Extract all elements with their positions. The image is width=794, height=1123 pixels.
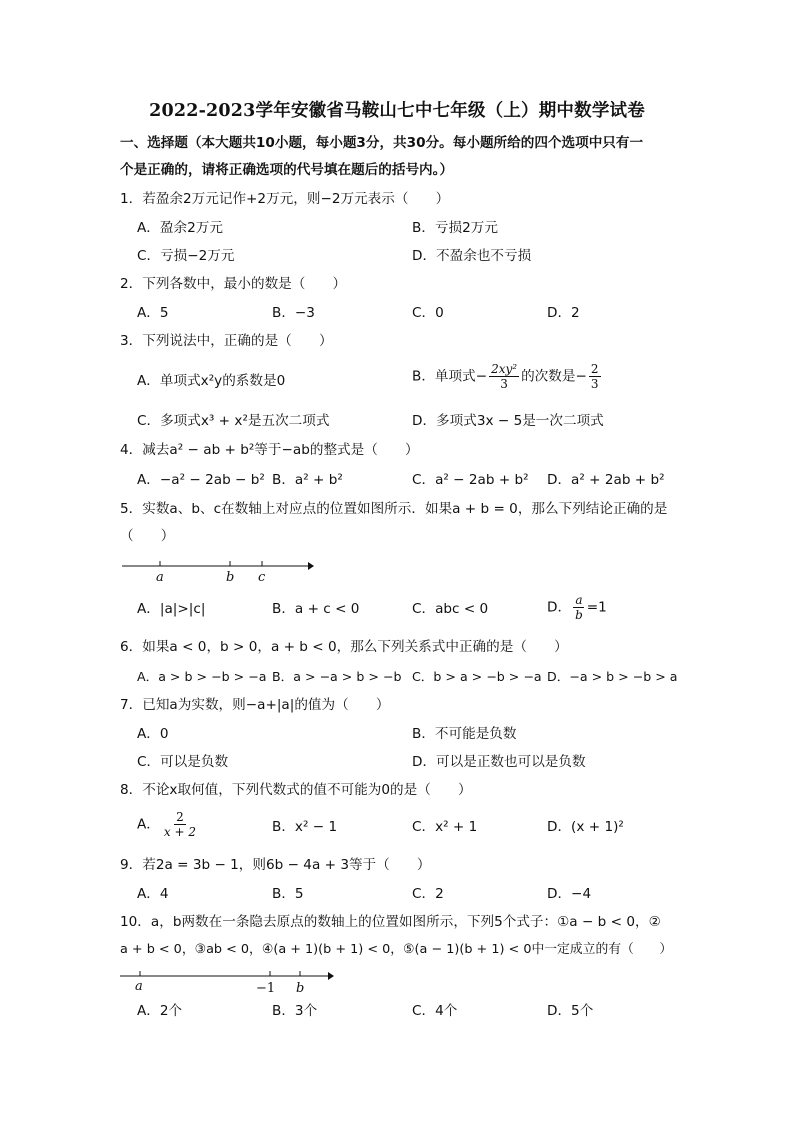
q7-option-b: B．不可能是负数 (412, 726, 517, 742)
q3-b-fraction-1 (489, 362, 519, 391)
q5-label-b: b (226, 570, 235, 585)
q9-option-c: C．2 (412, 886, 444, 902)
q6-option-a: A．a > b > −b > −a (137, 669, 267, 684)
q10-axis-arrow (328, 972, 334, 980)
q3-b-frac2-den: 3 (590, 377, 599, 391)
question-10-stem-2: a + b < 0，③ab < 0，④(a + 1)(b + 1) < 0，⑤(a − 1)(b + 1) < 0中一定成立的有（ ） (120, 942, 673, 957)
question-10-stem: 10．a，b两数在一条隐去原点的数轴上的位置如图所示，下列5个式子：①a − b < 0，② (120, 914, 661, 930)
q9-option-d: D．−4 (547, 886, 592, 902)
q1-option-c: C．亏损−2万元 (137, 248, 235, 264)
q5-d-fraction (573, 593, 585, 622)
q3-option-c: C．多项式x³ + x²是五次二项式 (137, 413, 330, 429)
q9-option-b: B．5 (272, 886, 304, 902)
q10-label-b: b (296, 981, 305, 996)
q3-option-b (412, 362, 603, 391)
question-5-stem-2: （ ） (120, 528, 175, 544)
q3-b-fraction-2 (589, 362, 601, 391)
q3-option-b-prefix: B．单项式− (412, 368, 488, 385)
q3-option-b-mid: 的次数是− (521, 368, 587, 385)
q10-option-a: A．2个 (137, 1003, 183, 1019)
q5-d-den: b (575, 608, 583, 622)
q3-b-frac1-den: 3 (500, 377, 508, 391)
q5-option-d (547, 593, 607, 622)
q6-option-d: D．−a > b > −b > a (547, 669, 678, 684)
question-9-stem: 9．若2a = 3b − 1，则6b − 4a + 3等于（ ） (120, 857, 431, 873)
q8-a-den: x + 2 (163, 825, 196, 839)
q8-option-a (137, 810, 200, 839)
question-1-stem: 1．若盈余2万元记作+2万元，则−2万元表示（ ） (120, 191, 450, 207)
q5-d-tail: =1 (586, 599, 607, 616)
q4-option-d: D．a² + 2ab + b² (547, 472, 665, 488)
question-6-stem: 6．如果a < 0，b > 0，a + b < 0，那么下列关系式中正确的是（ ） (120, 639, 568, 655)
q5-option-b: B．a + c < 0 (272, 601, 360, 617)
q7-option-a: A．0 (137, 726, 169, 742)
q5-label-a: a (156, 570, 164, 585)
q3-b-frac1-num: 2xy² (491, 362, 518, 376)
q5-number-line (122, 556, 322, 586)
q3-option-a: A．单项式x²y的系数是0 (137, 373, 286, 389)
question-8-stem: 8．不论x取何值，下列代数式的值不可能为0的是（ ） (120, 782, 472, 798)
question-4-stem: 4．减去a² − ab + b²等于−ab的整式是（ ） (120, 442, 419, 458)
q8-option-b: B．x² − 1 (272, 819, 338, 835)
q6-option-b: B．a > −a > b > −b (272, 669, 402, 684)
q2-option-a: A．5 (137, 305, 169, 321)
section-heading-line1: 一、选择题（本大题共10小题，每小题3分，共30分。每小题所给的四个选项中只有一 (120, 135, 644, 151)
q8-option-d: D．(x + 1)² (547, 819, 624, 835)
q1-option-a: A．盈余2万元 (137, 220, 223, 236)
q8-a-num: 2 (176, 810, 184, 824)
q5-option-c: C．abc < 0 (412, 601, 489, 617)
q8-option-a-prefix: A． (137, 816, 160, 833)
q5-label-c: c (258, 570, 266, 585)
q10-label-a: a (135, 979, 143, 994)
q10-option-c: C．4个 (412, 1003, 458, 1019)
q10-option-d: D．5个 (547, 1003, 594, 1019)
q2-option-c: C．0 (412, 305, 444, 321)
question-2-stem: 2．下列各数中，最小的数是（ ） (120, 276, 347, 292)
q2-option-d: D．2 (547, 305, 580, 321)
q1-option-d: D．不盈余也不亏损 (412, 248, 532, 264)
q9-option-a: A．4 (137, 886, 169, 902)
q10-label-minus1: −1 (256, 981, 276, 996)
q1-option-b: B．亏损2万元 (412, 220, 498, 236)
q8-a-fraction (162, 810, 198, 839)
q5-axis-arrow (308, 562, 314, 570)
question-7-stem: 7．已知a为实数，则−a+|a|的值为（ ） (120, 697, 390, 713)
q3-option-d: D．多项式3x − 5是一次二项式 (412, 413, 604, 429)
q7-option-c: C．可以是负数 (137, 754, 229, 770)
q3-b-frac2-num: 2 (590, 362, 599, 376)
q10-number-line (120, 968, 340, 998)
page-title: 2022-2023学年安徽省马鞍山七中七年级（上）期中数学试卷 (149, 101, 645, 121)
q8-option-c: C．x² + 1 (412, 819, 478, 835)
q4-option-a: A．−a² − 2ab − b² (137, 472, 265, 488)
q4-option-b: B．a² + b² (272, 472, 343, 488)
q5-d-num: a (575, 593, 583, 607)
question-3-stem: 3．下列说法中，正确的是（ ） (120, 333, 333, 349)
q10-option-b: B．3个 (272, 1003, 318, 1019)
q4-option-c: C．a² − 2ab + b² (412, 472, 529, 488)
question-5-stem: 5．实数a、b、c在数轴上对应点的位置如图所示．如果a + b = 0，那么下列结论正确的是 (120, 501, 668, 517)
q6-option-c: C．b > a > −b > −a (412, 669, 542, 684)
q7-option-d: D．可以是正数也可以是负数 (412, 754, 586, 770)
q2-option-b: B．−3 (272, 305, 315, 321)
section-heading-line2: 个是正确的，请将正确选项的代号填在题后的括号内。） (120, 162, 454, 178)
q5-option-a: A．|a|>|c| (137, 601, 206, 617)
q5-option-d-prefix: D． (547, 599, 572, 616)
